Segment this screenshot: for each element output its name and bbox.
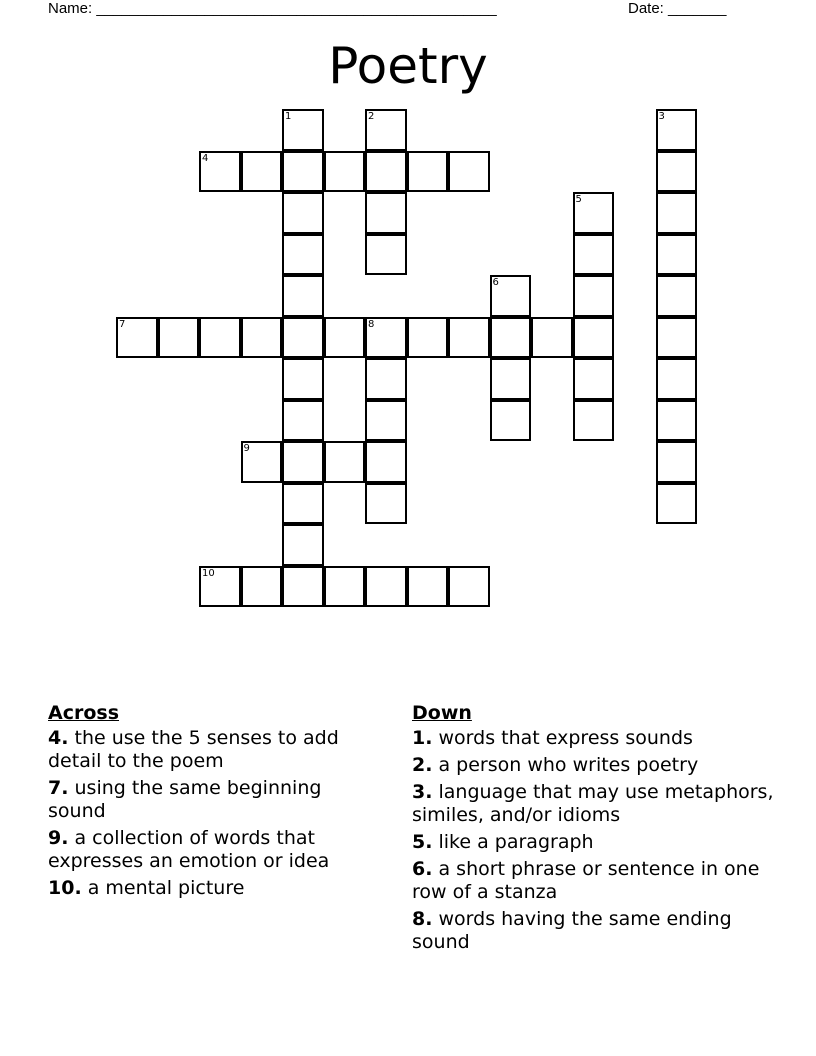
grid-cell[interactable] [365, 483, 407, 525]
grid-cell[interactable] [365, 441, 407, 483]
grid-cell[interactable] [448, 151, 490, 193]
grid-cell[interactable] [365, 400, 407, 442]
clue-text: language that may use metaphors, similes, and/or idioms [412, 781, 774, 826]
grid-cell[interactable] [365, 317, 407, 359]
grid-cell[interactable] [282, 234, 324, 276]
grid-cell[interactable] [282, 358, 324, 400]
cell-number: 7 [119, 318, 126, 330]
page-title: Poetry [328, 37, 488, 95]
down-clue-3 [412, 781, 792, 827]
across-clue-7 [48, 777, 378, 823]
grid-cell[interactable] [199, 151, 241, 193]
grid-cell[interactable] [241, 441, 283, 483]
clue-text: the use the 5 senses to add detail to the poem [48, 727, 339, 772]
across-heading: Across [48, 702, 120, 724]
grid-cell[interactable] [365, 192, 407, 234]
grid-cell[interactable] [324, 151, 366, 193]
grid-cell[interactable] [448, 317, 490, 359]
grid-cell[interactable] [573, 358, 615, 400]
grid-cell[interactable] [490, 400, 532, 442]
grid-cell[interactable] [407, 566, 449, 608]
cell-number: 9 [243, 443, 250, 454]
down-clue-2 [412, 754, 792, 777]
grid-cell[interactable] [282, 483, 324, 525]
grid-cell[interactable] [573, 400, 615, 442]
grid-cell[interactable] [656, 317, 698, 359]
clue-number: 3. [412, 781, 433, 803]
grid-cell[interactable] [656, 109, 698, 151]
grid-cell[interactable] [365, 151, 407, 193]
cell-number: 6 [492, 277, 499, 288]
cell-number: 10 [202, 567, 215, 579]
grid-cell[interactable] [324, 566, 366, 608]
clue-number: 1. [412, 727, 433, 749]
clue-text: using the same beginning sound [48, 777, 322, 822]
grid-cell[interactable] [116, 317, 158, 359]
clue-number: 5. [412, 831, 433, 853]
down-heading: Down [412, 702, 472, 724]
grid-cell[interactable] [656, 192, 698, 234]
clue-text: like a paragraph [438, 831, 594, 853]
grid-cell[interactable] [656, 234, 698, 276]
down-clue-8 [412, 908, 792, 954]
clue-number: 7. [48, 777, 69, 799]
cell-number: 3 [658, 111, 665, 122]
cell-number: 4 [202, 152, 209, 164]
grid-cell[interactable] [199, 317, 241, 359]
clue-text: words having the same ending sound [412, 908, 732, 953]
grid-cell[interactable] [241, 151, 283, 193]
down-clue-1 [412, 727, 792, 750]
across-clue-4 [48, 727, 378, 773]
clue-text: a mental picture [87, 877, 245, 899]
grid-cell[interactable] [241, 317, 283, 359]
grid-cell[interactable] [490, 358, 532, 400]
clue-text: a short phrase or sentence in one row of a stanza [412, 858, 760, 903]
date-line: Date: _______ [628, 0, 727, 17]
clue-number: 4. [48, 727, 69, 749]
grid-cell[interactable] [656, 358, 698, 400]
grid-cell[interactable] [490, 275, 532, 317]
grid-cell[interactable] [199, 566, 241, 608]
grid-cell[interactable] [656, 275, 698, 317]
across-clue-9 [48, 827, 378, 873]
clue-number: 6. [412, 858, 433, 880]
clue-text: words that express sounds [438, 727, 693, 749]
name-line: Name: ________________________________________________ [48, 0, 497, 17]
grid-cell[interactable] [573, 234, 615, 276]
grid-cell[interactable] [656, 483, 698, 525]
cell-number: 2 [368, 111, 375, 122]
grid-cell[interactable] [407, 317, 449, 359]
down-clues [412, 702, 792, 958]
grid-cell[interactable] [282, 566, 324, 608]
grid-cell[interactable] [282, 400, 324, 442]
grid-cell[interactable] [282, 192, 324, 234]
grid-cell[interactable] [365, 234, 407, 276]
grid-cell[interactable] [324, 317, 366, 359]
grid-cell[interactable] [656, 441, 698, 483]
grid-cell[interactable] [158, 317, 200, 359]
clue-number: 2. [412, 754, 433, 776]
grid-cell[interactable] [282, 109, 324, 151]
grid-cell[interactable] [365, 358, 407, 400]
grid-cell[interactable] [656, 400, 698, 442]
grid-cell[interactable] [282, 524, 324, 566]
grid-cell[interactable] [573, 317, 615, 359]
cell-number: 8 [368, 318, 375, 330]
grid-cell[interactable] [282, 317, 324, 359]
grid-cell[interactable] [241, 566, 283, 608]
cell-number: 5 [575, 194, 582, 205]
grid-cell[interactable] [324, 441, 366, 483]
cell-number: 1 [285, 111, 292, 122]
across-clue-10 [48, 877, 378, 900]
grid-cell[interactable] [407, 151, 449, 193]
grid-cell[interactable] [490, 317, 532, 359]
grid-cell[interactable] [656, 151, 698, 193]
clue-number: 10. [48, 877, 82, 899]
grid-cell[interactable] [365, 566, 407, 608]
grid-cell[interactable] [282, 441, 324, 483]
clue-number: 9. [48, 827, 69, 849]
grid-cell[interactable] [573, 192, 615, 234]
grid-cell[interactable] [282, 151, 324, 193]
grid-cell[interactable] [448, 566, 490, 608]
grid-cell[interactable] [531, 317, 573, 359]
grid-cell[interactable] [573, 275, 615, 317]
grid-cell[interactable] [282, 275, 324, 317]
down-clue-6 [412, 858, 792, 904]
clue-text: a person who writes poetry [438, 754, 699, 776]
grid-cell[interactable] [365, 109, 407, 151]
across-clues [48, 702, 378, 904]
clue-number: 8. [412, 908, 433, 930]
down-clue-5 [412, 831, 792, 854]
clue-text: a collection of words that expresses an emotion or idea [48, 827, 330, 872]
